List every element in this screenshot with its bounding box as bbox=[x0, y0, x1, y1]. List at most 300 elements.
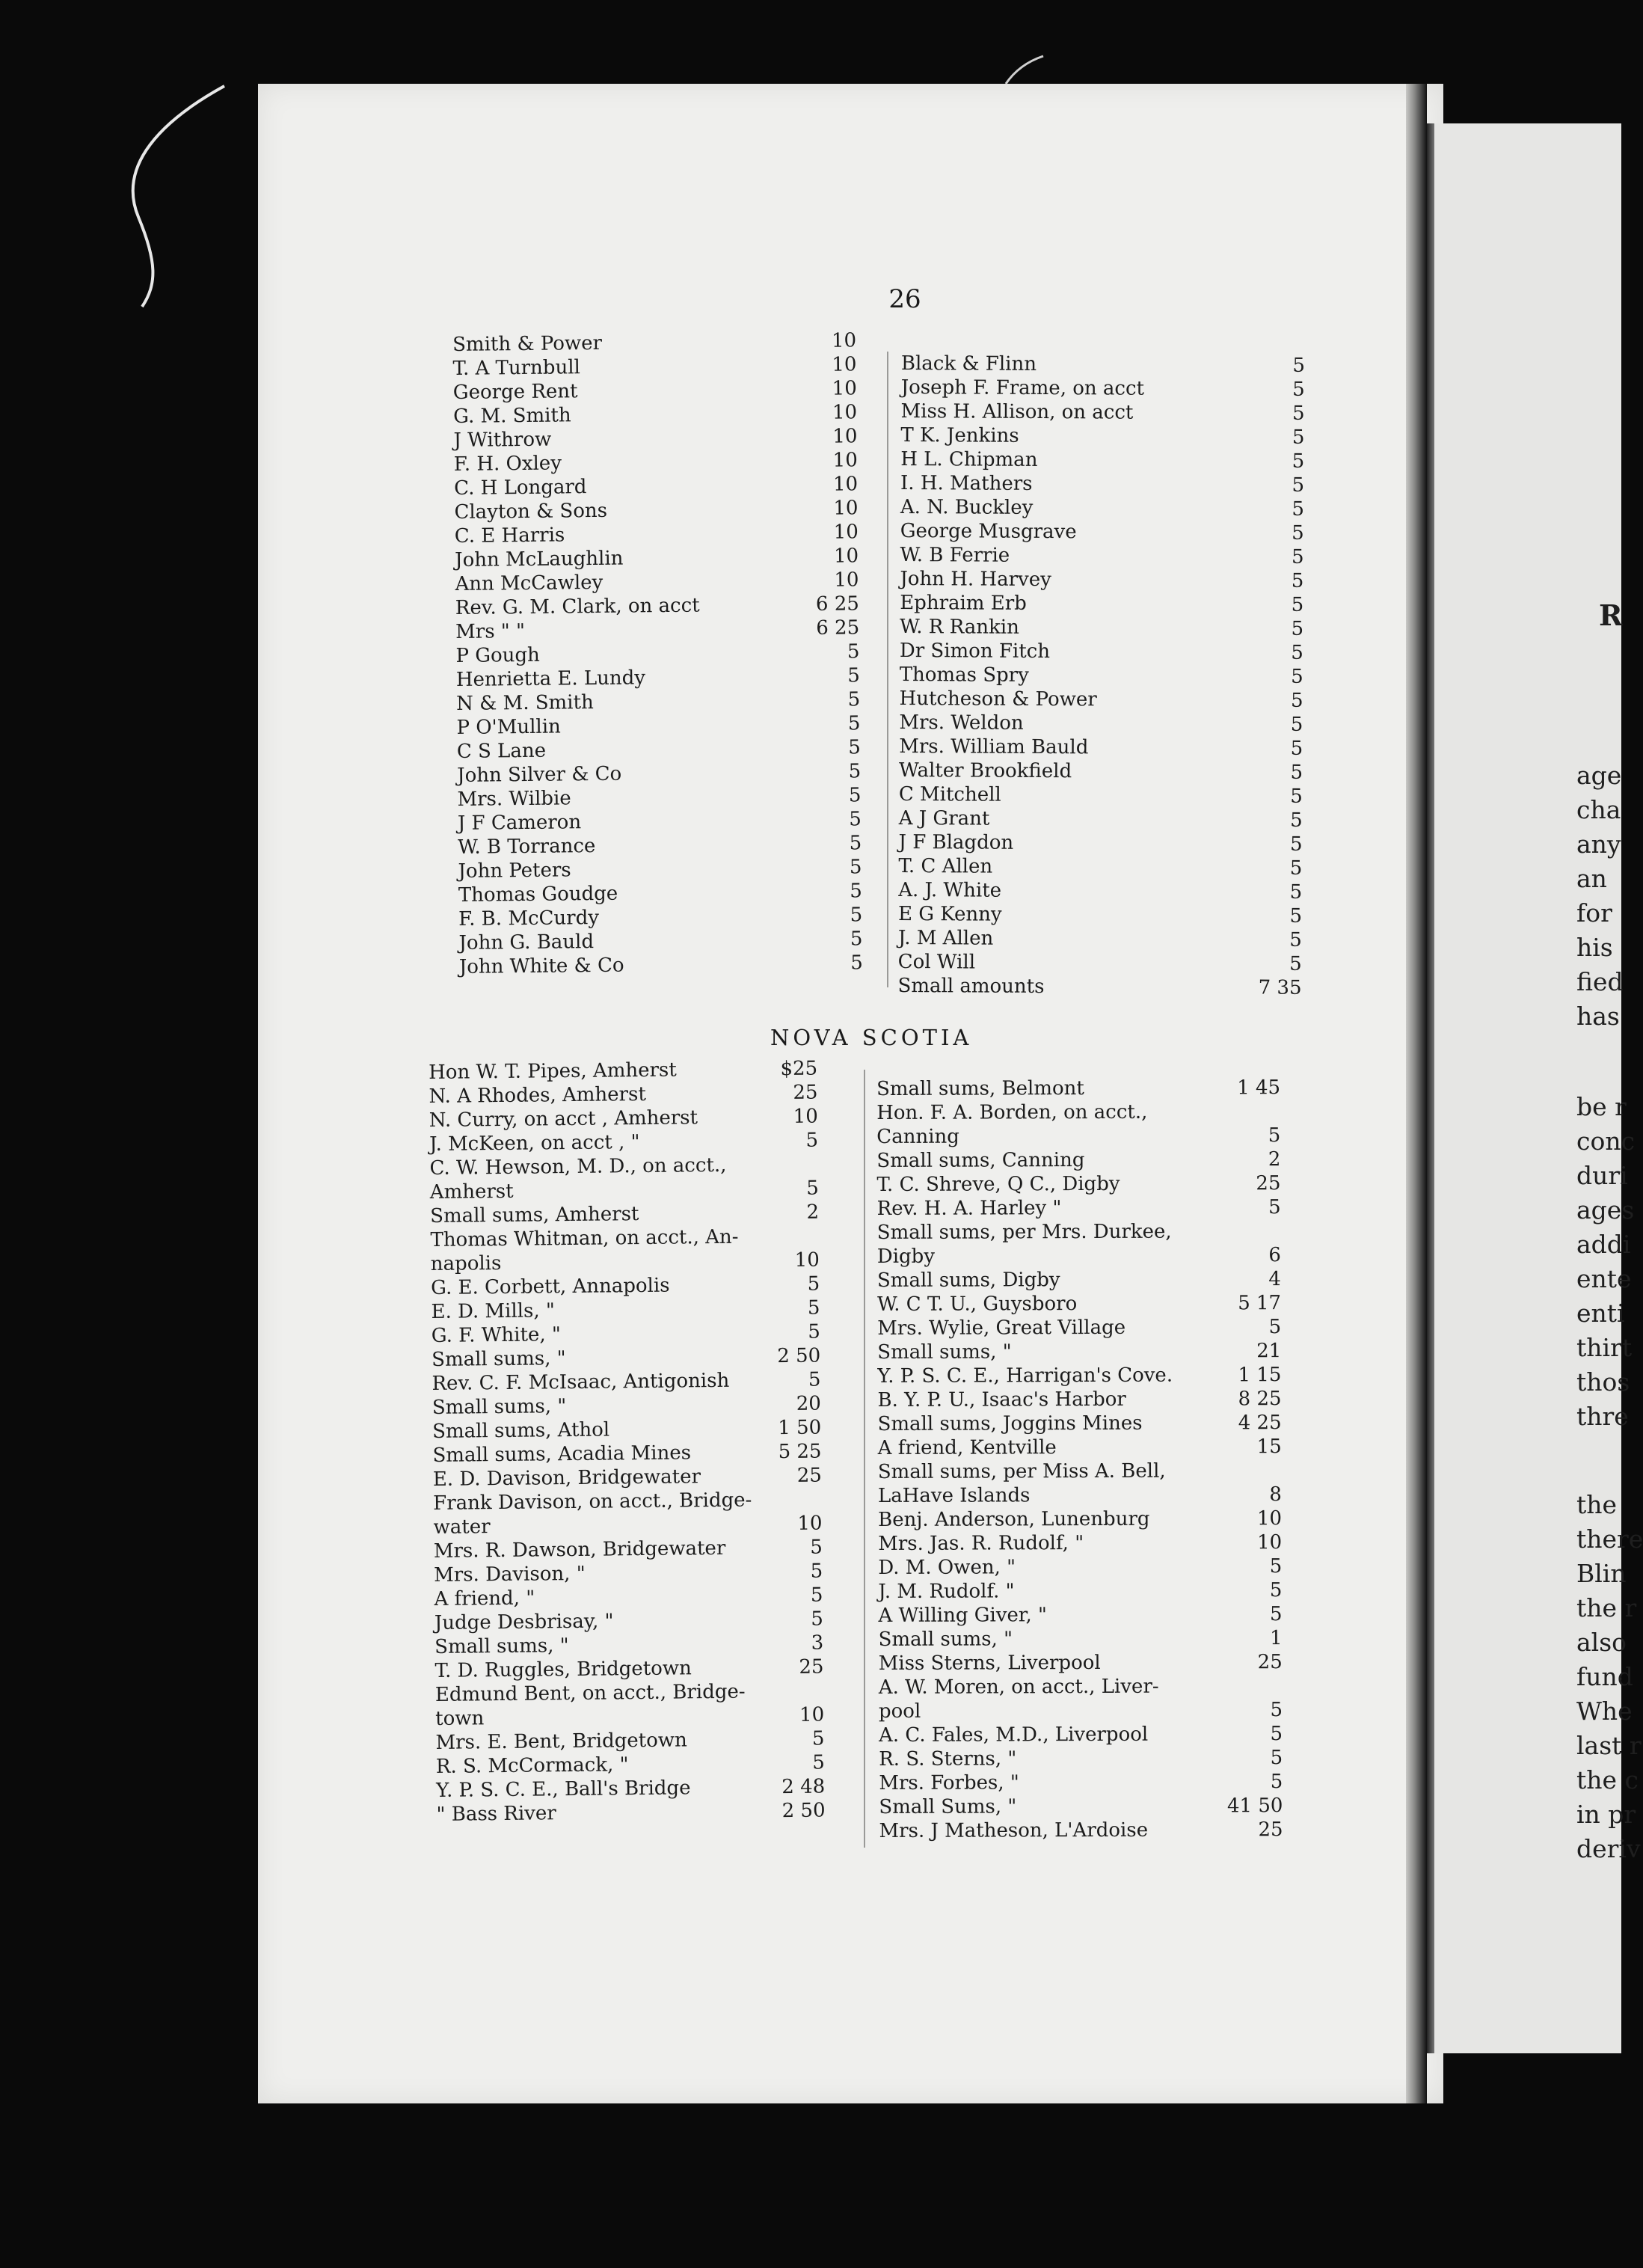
entry-name: Joseph F. Frame, on acct bbox=[900, 376, 1145, 400]
ledger-entry bbox=[877, 1387, 1281, 1412]
entry-amount: 5 bbox=[1291, 665, 1303, 688]
entry-name: Small sums, Digby bbox=[876, 1269, 1060, 1292]
entry-name: E G Kenny bbox=[897, 902, 1002, 926]
ledger-entry bbox=[879, 1770, 1283, 1795]
entry-name: J. M. Rudolf. " bbox=[878, 1580, 1015, 1603]
facing-text-line: age bbox=[1576, 761, 1622, 790]
facing-text-line: thre bbox=[1576, 1402, 1629, 1431]
entry-name: C S Lane bbox=[456, 739, 547, 763]
entry-amount: 1 bbox=[1270, 1627, 1283, 1650]
entry-amount: 5 bbox=[848, 736, 861, 759]
entry-name: John White & Co bbox=[458, 954, 624, 978]
entry-name: C Mitchell bbox=[898, 782, 1001, 806]
book-fold bbox=[1406, 84, 1427, 2103]
entry-amount: 5 bbox=[1291, 641, 1303, 664]
entry-name: Small sums, Joggins Mines bbox=[877, 1412, 1143, 1435]
entry-amount: 5 bbox=[1291, 617, 1304, 640]
section-heading: NOVA SCOTIA bbox=[770, 1025, 973, 1050]
ledger-entry bbox=[901, 376, 1305, 402]
entry-amount: 5 bbox=[1292, 426, 1305, 449]
facing-text-line: fund bbox=[1576, 1662, 1633, 1691]
entry-name: Mrs. E. Bent, Bridgetown bbox=[435, 1729, 687, 1754]
entry-amount: 5 bbox=[847, 688, 861, 711]
facing-text-line: ente bbox=[1576, 1264, 1632, 1293]
entry-name: N & M. Smith bbox=[456, 691, 594, 715]
entry-name: Miss H. Allison, on acct bbox=[900, 399, 1134, 424]
entry-name: E. D. Mills, " bbox=[431, 1299, 556, 1323]
page-number: 26 bbox=[888, 284, 921, 314]
entry-amount: 25 bbox=[1256, 1172, 1281, 1195]
entry-name: Mrs. R. Dawson, Bridgewater bbox=[433, 1536, 726, 1563]
facing-text-line: has bbox=[1576, 1002, 1620, 1031]
ledger-entry bbox=[877, 1267, 1281, 1293]
entry-name: John Peters bbox=[458, 859, 571, 883]
entry-amount: 5 bbox=[1290, 713, 1303, 736]
entry-name: Y. P. S. C. E., Ball's Bridge bbox=[436, 1777, 691, 1802]
entry-amount: 5 17 bbox=[1238, 1292, 1282, 1315]
ledger-entry bbox=[879, 1794, 1283, 1819]
entry-amount: 2 50 bbox=[777, 1344, 821, 1368]
ledger-entry bbox=[878, 1459, 1282, 1484]
ledger-entry bbox=[901, 352, 1305, 378]
entry-name: Y. P. S. C. E., Harrigan's Cove. bbox=[877, 1364, 1173, 1388]
entry-name: W. R Rankin bbox=[899, 615, 1019, 639]
entry-amount: 4 bbox=[1268, 1268, 1281, 1291]
entry-name: T K. Jenkins bbox=[900, 423, 1019, 447]
entry-amount: 10 bbox=[797, 1512, 823, 1535]
entry-amount: 6 25 bbox=[816, 616, 860, 640]
entry-amount: 5 bbox=[850, 951, 864, 975]
entry-name: Mrs " " bbox=[455, 620, 526, 643]
facing-page bbox=[1427, 123, 1621, 2053]
entry-amount: 10 bbox=[833, 497, 859, 520]
entry-amount: 10 bbox=[793, 1105, 818, 1128]
entry-name: Digby bbox=[876, 1245, 936, 1268]
entry-name: Hon W. T. Pipes, Amherst bbox=[429, 1058, 677, 1084]
entry-name: A Willing Giver, " bbox=[878, 1604, 1048, 1627]
ledger-entry bbox=[878, 1483, 1282, 1508]
facing-text-line: the r bbox=[1576, 1593, 1637, 1622]
ledger-entry bbox=[879, 1650, 1283, 1676]
entry-name: T. C Allen bbox=[898, 854, 993, 878]
entry-amount: 25 bbox=[793, 1081, 818, 1104]
entry-name: C. E Harris bbox=[454, 524, 565, 548]
entry-name: Ann McCawley bbox=[455, 571, 604, 595]
ledger-entry bbox=[879, 1722, 1283, 1747]
entry-amount: 5 bbox=[1289, 880, 1303, 904]
ledger-entry bbox=[900, 471, 1304, 497]
entry-name: Mrs. Davison, " bbox=[434, 1562, 586, 1587]
entry-name: John Silver & Co bbox=[457, 762, 622, 787]
facing-text-line: the bbox=[1576, 1490, 1618, 1519]
ledger-entry bbox=[899, 806, 1303, 833]
loose-thread-top bbox=[1006, 56, 1043, 84]
ledger-entry bbox=[900, 447, 1304, 473]
entry-amount: 5 bbox=[1291, 593, 1304, 616]
entry-name: napolis bbox=[430, 1251, 502, 1275]
entry-amount: 5 bbox=[806, 1177, 819, 1200]
entry-amount: 5 bbox=[1292, 521, 1304, 545]
entry-amount: 5 bbox=[1292, 354, 1305, 377]
ledger-entry bbox=[898, 902, 1302, 928]
entry-name: A. W. Moren, on acct., Liver- bbox=[878, 1675, 1159, 1699]
entry-amount: 8 bbox=[1269, 1483, 1283, 1507]
entry-name: Hon. F. A. Borden, on acct., bbox=[876, 1100, 1148, 1124]
entry-name: Hutcheson & Power bbox=[899, 687, 1097, 711]
entry-name: P Gough bbox=[455, 643, 541, 667]
entry-name: W. C T. U., Guysboro bbox=[877, 1293, 1078, 1316]
entry-name: Small sums, " bbox=[432, 1395, 567, 1419]
entry-amount: 5 bbox=[810, 1584, 823, 1607]
entry-name: J. M Allen bbox=[897, 926, 994, 950]
ledger-entry bbox=[898, 854, 1302, 880]
entry-amount: 5 bbox=[1270, 1747, 1283, 1770]
entry-name: Small sums, " bbox=[432, 1347, 566, 1371]
ledger-entry bbox=[900, 495, 1304, 521]
entry-amount: 5 bbox=[1290, 737, 1303, 760]
entry-amount: 5 bbox=[1290, 809, 1303, 832]
entry-amount: 10 bbox=[832, 377, 857, 400]
entry-amount: 21 bbox=[1256, 1340, 1282, 1363]
entry-name: F. B. McCurdy bbox=[458, 906, 600, 931]
entry-name: B. Y. P. U., Isaac's Harbor bbox=[877, 1388, 1126, 1412]
entry-name: C. W. Hewson, M. D., on acct., bbox=[429, 1153, 727, 1180]
entry-name: E. D. Davison, Bridgewater bbox=[432, 1465, 701, 1491]
entry-amount: 5 bbox=[1268, 1196, 1281, 1219]
ledger-entry bbox=[879, 1626, 1283, 1652]
entry-name: A friend, Kentville bbox=[877, 1436, 1057, 1459]
entry-amount: 5 bbox=[1268, 1316, 1282, 1339]
entry-amount: 5 bbox=[847, 664, 860, 687]
entry-amount: 5 bbox=[808, 1320, 820, 1343]
entry-amount: 10 bbox=[832, 401, 858, 424]
entry-name: town bbox=[435, 1707, 485, 1730]
entry-name: J. McKeen, on acct , " bbox=[429, 1131, 640, 1156]
ledger-entry bbox=[878, 1530, 1282, 1556]
ledger-entry bbox=[877, 1291, 1281, 1317]
entry-name: Small sums, Belmont bbox=[876, 1077, 1084, 1100]
entry-name: Smith & Power bbox=[452, 331, 603, 356]
entry-name: Dr Simon Fitch bbox=[899, 639, 1051, 663]
entry-name: Small sums, Acadia Mines bbox=[432, 1441, 692, 1467]
facing-text-line: an bbox=[1576, 864, 1607, 893]
entry-name: W. B Torrance bbox=[458, 835, 596, 859]
entry-amount: 5 bbox=[805, 1129, 819, 1152]
facing-text-line: ages bbox=[1576, 1195, 1635, 1225]
entry-amount: 5 bbox=[1290, 761, 1303, 784]
entry-amount: 5 bbox=[849, 832, 862, 855]
entry-amount: 5 bbox=[1291, 569, 1304, 592]
ledger-entry bbox=[877, 1363, 1281, 1388]
ledger-entry bbox=[900, 399, 1304, 426]
entry-amount: 5 bbox=[1289, 952, 1302, 975]
entry-name: A. J. White bbox=[898, 878, 1002, 902]
nova-scotia-right-column bbox=[876, 1076, 1283, 1843]
entry-name: George Rent bbox=[452, 380, 578, 404]
entry-name: Small amounts bbox=[897, 974, 1045, 999]
entry-amount: 7 35 bbox=[1258, 976, 1302, 999]
ledger-entry bbox=[877, 1339, 1281, 1364]
facing-text-line: deriv bbox=[1576, 1834, 1641, 1863]
entry-amount: 5 bbox=[1289, 904, 1303, 928]
entry-name: I. H. Mathers bbox=[900, 471, 1033, 495]
entry-amount: 2 50 bbox=[781, 1799, 826, 1823]
entry-name: Small sums, " bbox=[877, 1340, 1012, 1364]
entry-amount: 5 bbox=[848, 784, 862, 807]
ledger-entry bbox=[879, 1698, 1283, 1723]
facing-text-line: the c bbox=[1576, 1765, 1639, 1795]
entry-name: N. Curry, on acct , Amherst bbox=[429, 1106, 698, 1132]
entry-amount: 3 bbox=[811, 1631, 824, 1655]
entry-amount: 5 bbox=[1292, 497, 1304, 521]
entry-amount: 5 bbox=[810, 1536, 823, 1559]
entry-name: LaHave Islands bbox=[877, 1484, 1031, 1507]
entry-name: G. F. White, " bbox=[431, 1323, 562, 1347]
ledger-entry bbox=[878, 1602, 1282, 1628]
facing-text-line: thos bbox=[1576, 1367, 1630, 1397]
entry-amount: 10 bbox=[834, 568, 859, 592]
entry-amount: 10 bbox=[1256, 1507, 1283, 1530]
entry-amount: 5 bbox=[850, 880, 863, 903]
entry-amount: 5 bbox=[849, 856, 862, 879]
entry-name: D. M. Owen, " bbox=[878, 1556, 1016, 1579]
entry-name: Mrs. Jas. R. Rudolf, " bbox=[878, 1532, 1084, 1555]
ledger-entry bbox=[899, 735, 1303, 761]
ledger-entry bbox=[899, 758, 1303, 785]
top-left-column bbox=[452, 328, 863, 979]
nova-scotia-left-column bbox=[429, 1057, 826, 1827]
entry-name: F. H. Oxley bbox=[453, 452, 562, 476]
entry-name: J F Blagdon bbox=[898, 830, 1014, 854]
entry-name: H L. Chipman bbox=[900, 447, 1038, 471]
entry-amount: 6 25 bbox=[815, 592, 859, 616]
entry-amount: 5 bbox=[807, 1296, 820, 1320]
facing-text-line: conc bbox=[1576, 1127, 1636, 1156]
entry-amount: 5 bbox=[1289, 856, 1303, 880]
entry-amount: 5 bbox=[811, 1727, 825, 1750]
entry-amount: 10 bbox=[833, 545, 859, 568]
ledger-entry bbox=[898, 950, 1302, 976]
entry-amount: 5 25 bbox=[778, 1440, 822, 1464]
facing-text-line: duri bbox=[1576, 1161, 1628, 1190]
entry-name: W. B Ferrie bbox=[900, 543, 1010, 567]
entry-amount: 5 bbox=[811, 1607, 824, 1631]
facing-text-line: Blin bbox=[1576, 1559, 1627, 1588]
entry-name: John H. Harvey bbox=[900, 567, 1051, 592]
facing-text-line: in pr bbox=[1576, 1800, 1636, 1829]
entry-name: N. A Rhodes, Amherst bbox=[429, 1082, 646, 1108]
entry-amount: 6 bbox=[1268, 1244, 1281, 1267]
entry-amount: 10 bbox=[832, 473, 859, 496]
entry-amount: 10 bbox=[799, 1703, 825, 1726]
entry-amount: 5 bbox=[1292, 473, 1305, 497]
ledger-entry bbox=[877, 1243, 1281, 1269]
entry-amount: 25 bbox=[799, 1655, 824, 1679]
facing-text-line: thirt bbox=[1576, 1333, 1633, 1362]
entry-name: T. C. Shreve, Q C., Digby bbox=[876, 1172, 1120, 1196]
ledger-entry bbox=[877, 1315, 1281, 1340]
entry-name: Rev. H. A. Harley " bbox=[876, 1197, 1062, 1220]
entry-amount: 25 bbox=[1257, 1651, 1283, 1674]
ledger-entry bbox=[876, 1100, 1280, 1125]
entry-amount: $25 bbox=[780, 1057, 818, 1081]
ledger-entry bbox=[899, 711, 1303, 737]
entry-amount: 5 bbox=[1289, 928, 1302, 951]
entry-name: Small sums, Canning bbox=[876, 1149, 1085, 1172]
ledger-entry bbox=[897, 974, 1301, 1000]
entry-amount: 5 bbox=[808, 1368, 821, 1391]
facing-text-line: any bbox=[1576, 830, 1621, 859]
entry-name: Henrietta E. Lundy bbox=[455, 666, 646, 691]
ledger-entry bbox=[899, 782, 1303, 809]
entry-name: Small sums, " bbox=[878, 1628, 1013, 1651]
entry-name: A J Grant bbox=[898, 806, 990, 830]
ledger-entry bbox=[877, 1195, 1281, 1221]
ledger-entry bbox=[876, 1147, 1280, 1173]
ledger-entry bbox=[898, 830, 1302, 856]
entry-name: Clayton & Sons bbox=[454, 499, 608, 524]
entry-name: Black & Flinn bbox=[900, 352, 1037, 376]
entry-name: " Bass River bbox=[436, 1802, 556, 1826]
entry-amount: 8 25 bbox=[1238, 1388, 1282, 1411]
entry-name: Ephraim Erb bbox=[900, 591, 1027, 615]
binding-edge bbox=[1427, 123, 1434, 2053]
ledger-entry bbox=[900, 615, 1303, 641]
entry-name: John McLaughlin bbox=[455, 547, 624, 571]
entry-amount: 5 bbox=[812, 1751, 826, 1774]
entry-name: Walter Brookfield bbox=[898, 758, 1072, 783]
entry-name: Canning bbox=[876, 1125, 959, 1148]
entry-amount: 10 bbox=[833, 521, 859, 544]
ledger-entry bbox=[876, 1171, 1280, 1197]
top-right-column bbox=[897, 352, 1305, 1000]
entry-name: T. D. Ruggles, Bridgetown bbox=[434, 1657, 692, 1682]
entry-name: Rev. C. F. McIsaac, Antigonish bbox=[432, 1369, 730, 1395]
entry-name: Amherst bbox=[429, 1180, 514, 1204]
entry-name: Small Sums, " bbox=[879, 1795, 1017, 1818]
entry-name: pool bbox=[878, 1700, 921, 1723]
entry-amount: 5 bbox=[848, 760, 862, 783]
entry-amount: 25 bbox=[796, 1464, 822, 1487]
facing-heading-fragment: R bbox=[1599, 598, 1623, 632]
column-rule-bottom bbox=[864, 1070, 865, 1848]
ledger-entry bbox=[900, 519, 1304, 545]
entry-amount: 10 bbox=[1257, 1531, 1283, 1554]
entry-amount: 5 bbox=[847, 712, 861, 735]
entry-name: Mrs. Forbes, " bbox=[879, 1771, 1019, 1795]
entry-amount: 10 bbox=[832, 449, 858, 472]
entry-amount: 10 bbox=[832, 353, 857, 376]
entry-name: Small sums, per Mrs. Durkee, bbox=[876, 1220, 1172, 1244]
ledger-entry bbox=[879, 1674, 1283, 1700]
ledger-entry bbox=[878, 1554, 1282, 1580]
entry-amount: 5 bbox=[807, 1272, 820, 1296]
entry-amount: 5 bbox=[1269, 1579, 1283, 1602]
entry-name: Small sums, Athol bbox=[432, 1418, 610, 1443]
entry-amount: 5 bbox=[1289, 833, 1303, 856]
entry-name: Frank Davison, on acct., Bridge- bbox=[433, 1489, 752, 1515]
ledger-entry bbox=[878, 1507, 1282, 1532]
entry-name: Benj. Anderson, Lunenburg bbox=[878, 1507, 1150, 1531]
entry-amount: 2 bbox=[806, 1201, 820, 1224]
facing-text-line: enti bbox=[1576, 1299, 1625, 1328]
column-rule-top bbox=[887, 352, 888, 987]
entry-amount: 10 bbox=[794, 1248, 820, 1272]
entry-amount: 1 45 bbox=[1237, 1076, 1281, 1100]
entry-name: Rev. G. M. Clark, on acct bbox=[455, 594, 700, 619]
entry-amount: 1 50 bbox=[778, 1416, 822, 1440]
entry-name: Mrs. J Matheson, L'Ardoise bbox=[879, 1818, 1149, 1842]
entry-name: Mrs. William Bauld bbox=[899, 735, 1089, 759]
ledger-entry bbox=[900, 591, 1303, 617]
entry-name: Thomas Spry bbox=[899, 663, 1029, 687]
entry-amount: 10 bbox=[831, 329, 857, 352]
facing-text-line: be r bbox=[1576, 1092, 1627, 1121]
ledger-entry bbox=[898, 926, 1302, 952]
entry-name: Mrs. Wylie, Great Village bbox=[877, 1316, 1126, 1340]
entry-name: R. S. Sterns, " bbox=[879, 1747, 1017, 1771]
entry-name: George Musgrave bbox=[900, 519, 1077, 544]
entry-amount: 5 bbox=[1292, 402, 1305, 425]
entry-name: Mrs. Weldon bbox=[899, 711, 1024, 735]
entry-name: Small sums, per Miss A. Bell, bbox=[877, 1459, 1166, 1483]
entry-amount: 5 bbox=[850, 904, 863, 927]
entry-amount: 2 bbox=[1268, 1148, 1281, 1171]
entry-amount: 5 bbox=[1291, 545, 1304, 568]
entry-amount: 5 bbox=[1270, 1699, 1283, 1722]
entry-amount: 5 bbox=[850, 928, 863, 951]
entry-amount: 25 bbox=[1258, 1818, 1283, 1842]
entry-amount: 5 bbox=[1269, 1603, 1283, 1626]
entry-amount: 5 bbox=[849, 808, 862, 831]
entry-name: A. N. Buckley bbox=[900, 495, 1034, 519]
entry-name: P O'Mullin bbox=[456, 715, 561, 739]
ledger-entry bbox=[900, 567, 1303, 593]
entry-amount: 5 bbox=[1292, 378, 1305, 401]
entry-name: Thomas Goudge bbox=[458, 882, 618, 907]
entry-name: R. S. McCormack, " bbox=[435, 1753, 629, 1778]
entry-name: G. M. Smith bbox=[453, 404, 571, 428]
ledger-entry bbox=[900, 543, 1303, 569]
entry-amount: 5 bbox=[1269, 1555, 1283, 1578]
ledger-entry bbox=[878, 1435, 1282, 1460]
facing-text-line: fied bbox=[1576, 967, 1624, 996]
ledger-entry bbox=[898, 878, 1302, 904]
facing-text-line: for bbox=[1576, 898, 1612, 928]
ledger-entry bbox=[899, 687, 1303, 713]
entry-amount: 2 48 bbox=[781, 1775, 826, 1799]
entry-amount: 10 bbox=[832, 425, 858, 448]
entry-name: A friend, " bbox=[434, 1587, 535, 1610]
entry-amount: 41 50 bbox=[1226, 1795, 1283, 1818]
ledger-entry bbox=[876, 1076, 1280, 1101]
entry-amount: 20 bbox=[796, 1392, 821, 1415]
entry-amount: 5 bbox=[1270, 1723, 1283, 1746]
entry-amount: 5 bbox=[1292, 450, 1305, 473]
entry-amount: 5 bbox=[847, 640, 860, 663]
ledger-entry bbox=[459, 951, 863, 979]
entry-amount: 1 15 bbox=[1238, 1364, 1282, 1387]
entry-name: Col Will bbox=[897, 950, 976, 974]
loose-thread bbox=[133, 86, 224, 307]
facing-text-line: his bbox=[1576, 933, 1613, 962]
entry-name: Judge Desbrisay, " bbox=[434, 1610, 614, 1634]
entry-name: A. C. Fales, M.D., Liverpool bbox=[879, 1723, 1149, 1747]
facing-text-line: Whe bbox=[1576, 1697, 1633, 1726]
entry-amount: 5 bbox=[1290, 689, 1303, 712]
entry-name: Small sums, Amherst bbox=[430, 1203, 639, 1228]
ledger-entry bbox=[900, 639, 1303, 665]
